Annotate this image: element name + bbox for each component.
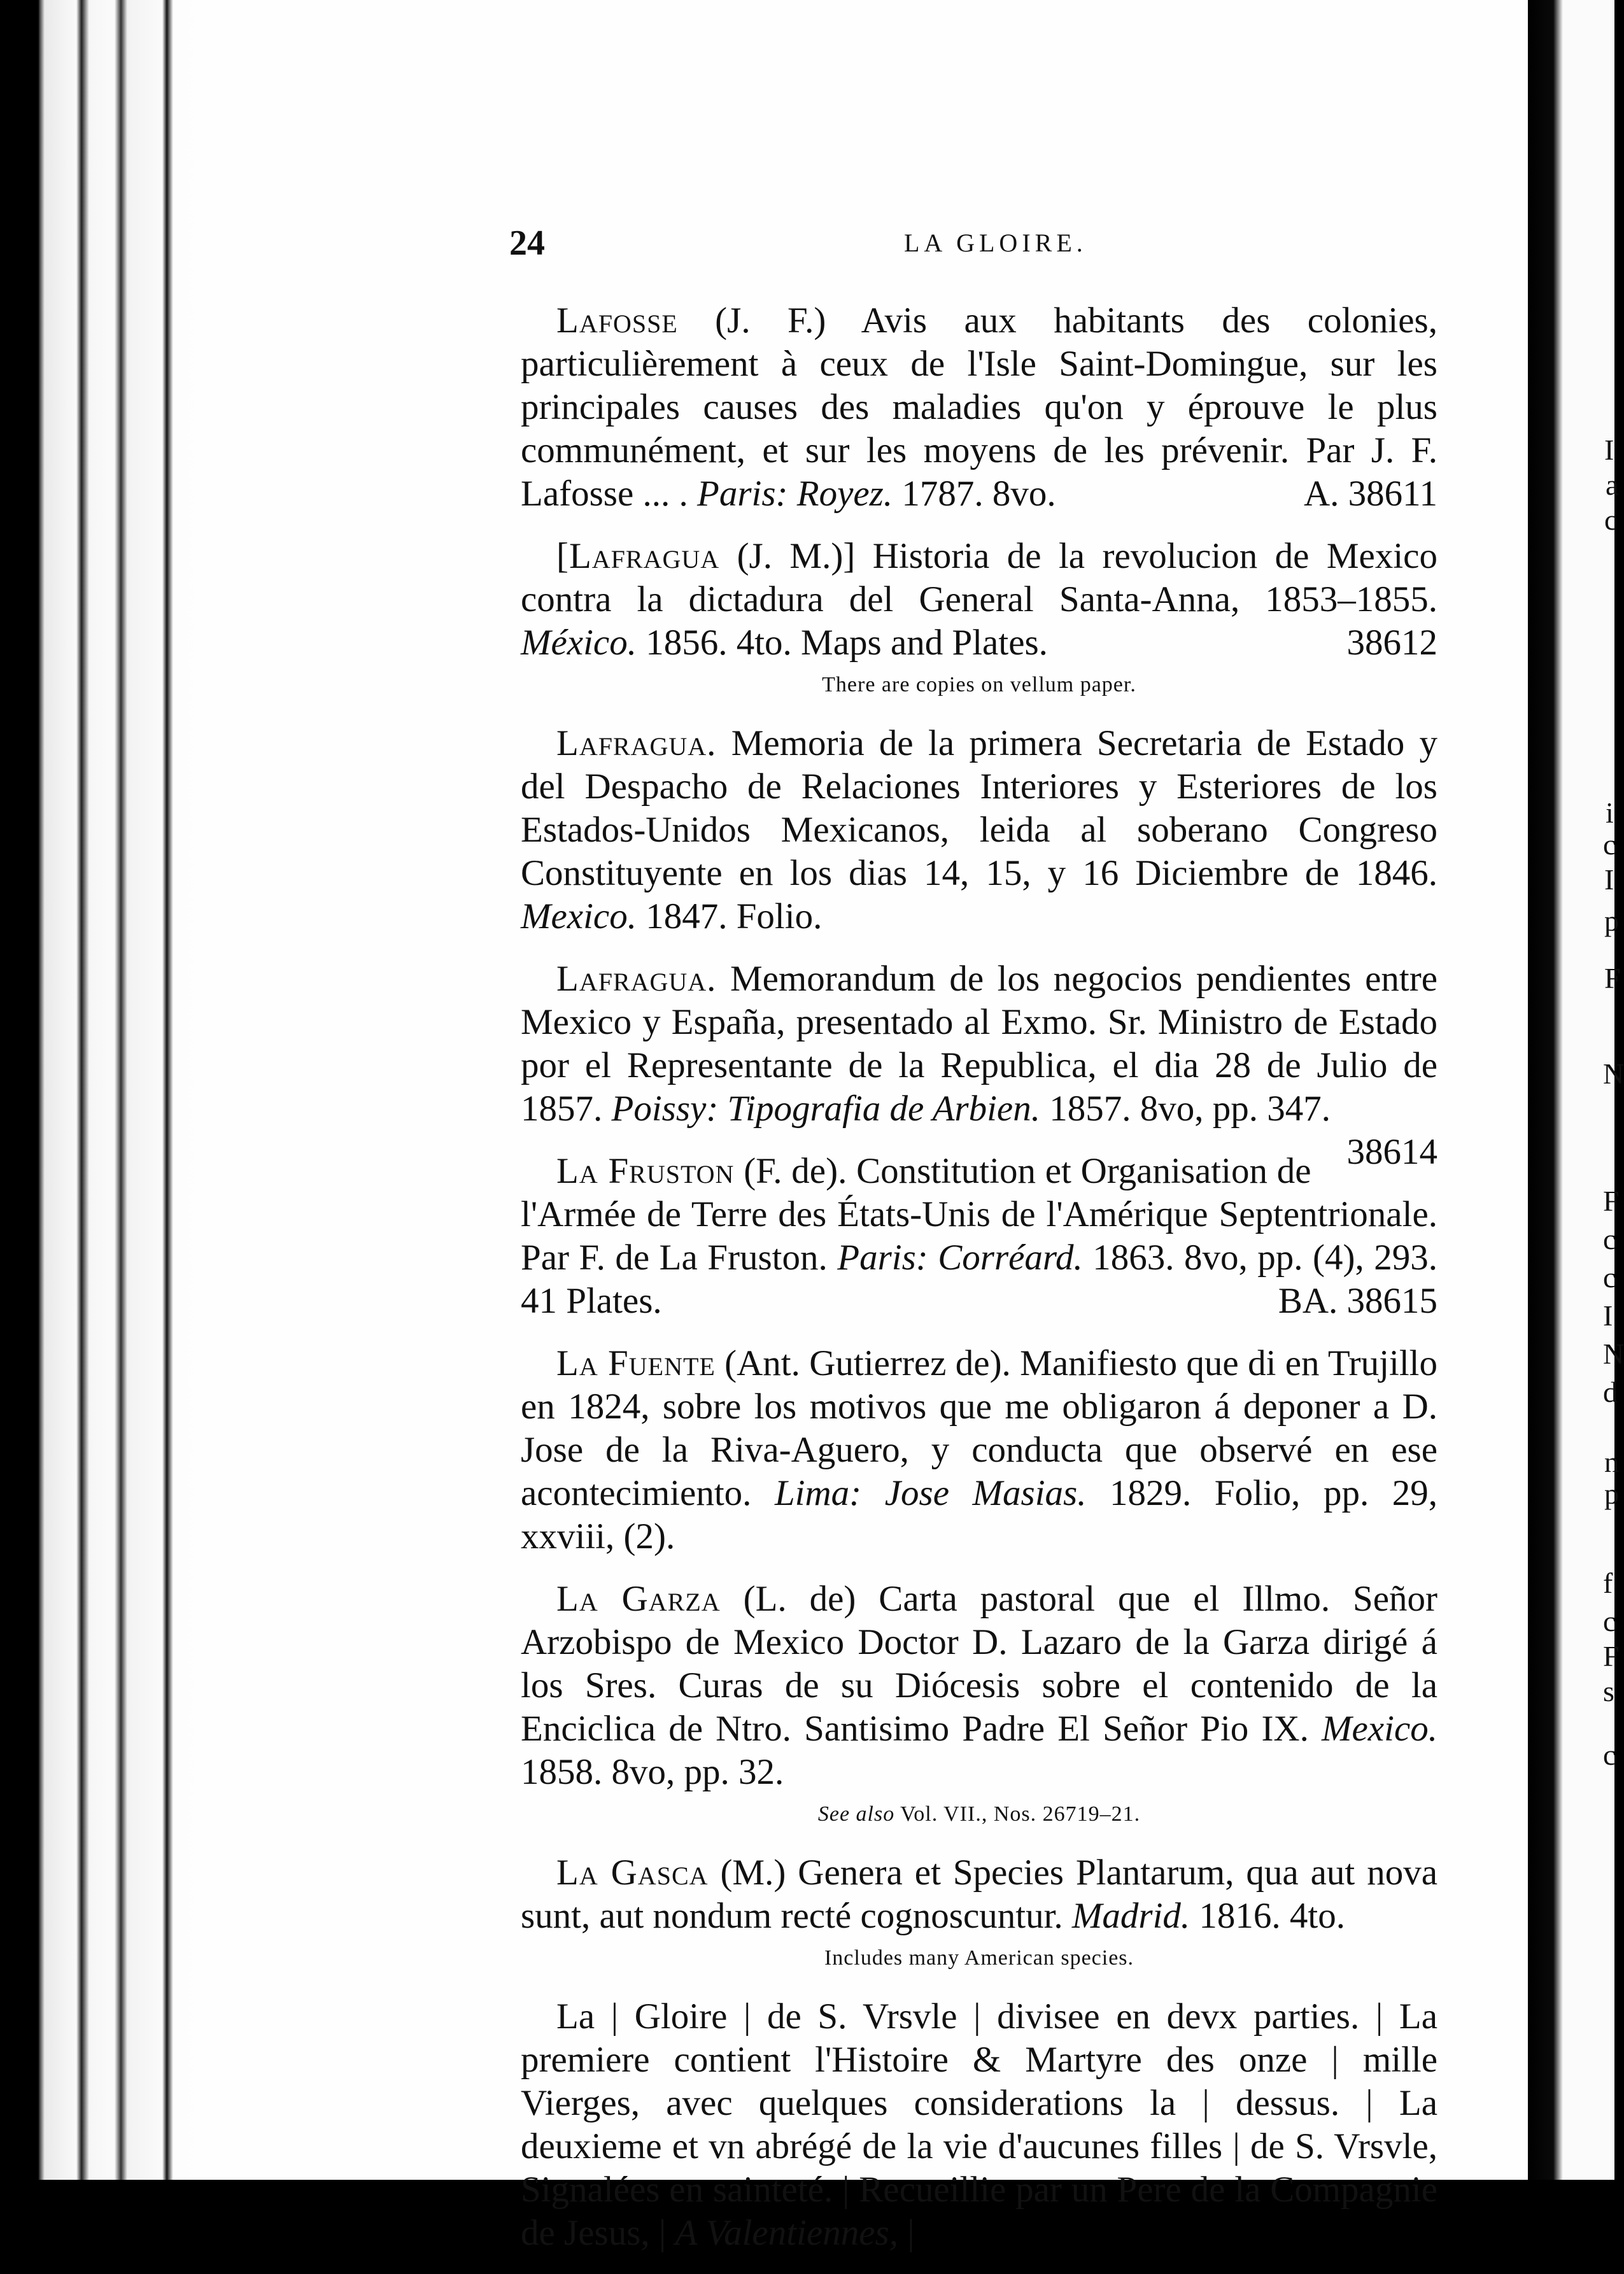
page-header xyxy=(509,223,1439,274)
bibliography-entry xyxy=(521,722,1437,938)
scrap-letter: p xyxy=(1604,1478,1619,1510)
entry-imprint: Mexico. xyxy=(1322,1709,1437,1749)
entry-title: (L. de) Carta pastoral que el Illmo. Señor Arzobispo de Mexico Doctor D. Lazaro de la Garza dirigé á los Sres. Curas de su Diócesis sobre el contenido de la Enciclica de Ntro. Santisimo Padre El Señor Pio IX. xyxy=(521,1579,1437,1749)
scrap-letter: a xyxy=(1606,469,1619,501)
entry-imprint: Lima: Jose Masias. xyxy=(774,1473,1087,1513)
entry-author: [Lafragua xyxy=(556,536,720,576)
scrap-letter: d xyxy=(1603,1376,1618,1408)
scrap-letter: p xyxy=(1604,905,1619,937)
scrap-letter: s xyxy=(1603,1675,1614,1707)
scrap-letter: I xyxy=(1604,434,1614,466)
scrap-letter: c xyxy=(1604,504,1618,536)
entry-imprint: Paris: Royez. xyxy=(697,474,893,514)
entry-author: La Fruston xyxy=(556,1151,735,1191)
entry-number: 38614 xyxy=(1346,1132,1437,1172)
entry-title: (Ant. Gutierrez de). Manifiesto que di en Trujillo en 1824, sobre los motivos que me obligaron á deponer a D. Jose de la Riva-Aguero, y conducta que observé en ese acontecimiento. xyxy=(521,1343,1437,1513)
bibliography-entry xyxy=(521,1995,1437,2255)
scrap-letter: F xyxy=(1603,1640,1620,1672)
entry-imprint: México. xyxy=(521,623,637,663)
scrap-letter: F xyxy=(1604,962,1621,994)
binding-shadow-left xyxy=(0,0,229,2180)
scrap-letter: F xyxy=(1603,1185,1620,1217)
entry-author: La Gasca xyxy=(556,1853,709,1893)
note-see-also: See also xyxy=(817,1802,895,1826)
entry-title: Memoria de la primera Secretaria de Estado y del Despacho de Relaciones Interiores y Esteriores de los Estados-Unidos Mexicanos, leida al soberano Congreso Constituyente en los dias 14, 15, y 16 Diciembre de 1846. xyxy=(521,723,1437,893)
bibliography-column xyxy=(521,299,1437,2274)
entry-author: Lafragua. xyxy=(556,723,717,763)
entry-author: La Garza xyxy=(556,1579,721,1619)
scrap-letter: i xyxy=(1606,796,1614,829)
entry-title: (F. de). Constitution et Organisation de l'Armée de Terre des États-Unis de l'Amérique Septentrionale. Par F. de La Fruston. xyxy=(521,1151,1437,1278)
bibliography-entry xyxy=(521,535,1437,665)
entry-note: Includes many American species. xyxy=(824,1946,1134,1970)
page-number: 24 xyxy=(509,223,545,263)
binding-gutter-right xyxy=(1528,0,1614,2180)
scrap-letter: c xyxy=(1603,1739,1616,1771)
entry-title: (J. M.)] Historia de la revolucion de Mexico contra la dictadura del General Santa-Anna, 1853–1855. xyxy=(521,536,1437,619)
running-head: LA GLOIRE. xyxy=(904,229,1087,257)
note-reference: Vol. VII., Nos. 26719–21. xyxy=(894,1802,1141,1826)
scrap-letter: N xyxy=(1603,1338,1624,1370)
entry-note xyxy=(521,1802,1437,1827)
entry-collation: 1816. 4to. xyxy=(1190,1896,1346,1936)
bibliography-entry xyxy=(521,1342,1437,1558)
scrap-letter: f xyxy=(1603,1567,1613,1599)
entry-note: There are copies on vellum paper. xyxy=(822,673,1136,696)
bibliography-entry xyxy=(521,1150,1437,1323)
entry-title: Memorandum de los negocios pendientes entre Mexico y España, presentado al Exmo. Sr. Ministro de Estado por el Representante de la Republica, el dia 28 de Julio de 1857. xyxy=(521,959,1437,1129)
scrap-letter: n xyxy=(1604,1446,1619,1478)
scrap-letter: I xyxy=(1603,1299,1613,1332)
scrap-letter: c xyxy=(1603,828,1616,861)
entry-collation: 1857. 8vo, pp. 347. xyxy=(1040,1089,1331,1129)
entry-imprint: Mexico. xyxy=(521,896,637,936)
entry-title: La | Gloire | de S. Vrsvle | divisee en devx parties. | La premiere contient l'Histoire & Martyre des onze | mille Vierges, avec quelques considerations la | dessus. | La deuxieme et vn abrégé de la vie d'aucunes filles | de S. Vrsvle, Signalées en sainteté. | Recueillie par un Pere de la Compagnie de Jesus, | xyxy=(521,1996,1437,2253)
entry-number: BA. 38615 xyxy=(1278,1281,1437,1321)
entry-collation: 1856. 4to. Maps and Plates. xyxy=(636,623,1048,663)
entry-number: 38612 xyxy=(1346,623,1437,663)
scrap-letter: N xyxy=(1603,1057,1624,1090)
entry-collation: 1847. Folio. xyxy=(636,896,823,936)
entry-imprint: A Valentiennes, xyxy=(675,2213,898,2253)
scrap-letter: c xyxy=(1603,1223,1616,1255)
entry-collation: 1858. 8vo, pp. 32. xyxy=(521,1752,784,1792)
entry-title: (J. F.) Avis aux habitants des colonies, particulièrement à ceux de l'Isle Saint-Domingue, sur les principales causes des maladies qu'on y éprouve le plus communément, et sur les moyens de les prévenir. Par J. F. Lafosse ... . xyxy=(521,300,1437,514)
entry-author: Lafosse xyxy=(556,300,678,341)
bibliography-entry xyxy=(521,1851,1437,1938)
bibliography-entry xyxy=(521,299,1437,516)
entry-author: Lafragua. xyxy=(556,959,717,999)
entry-imprint: Paris: Corréard. xyxy=(837,1238,1083,1278)
entry-collation: 1829. Folio, pp. 29, xxviii, (2). xyxy=(521,1473,1438,1557)
entry-collation: 1863. 8vo, pp. (4), 293. 41 Plates. xyxy=(521,1238,1437,1321)
bibliography-entry xyxy=(521,1578,1437,1794)
entry-imprint: Madrid. xyxy=(1071,1896,1190,1936)
scrap-letter: c xyxy=(1603,1261,1616,1294)
scrap-letter: I xyxy=(1604,863,1614,896)
entry-collation: 1787. 8vo. xyxy=(893,474,1056,514)
entry-number: A. 38611 xyxy=(1303,474,1437,514)
entry-author: La Fuente xyxy=(556,1343,716,1383)
entry-collation: | xyxy=(898,2213,915,2253)
entry-imprint: Poissy: Tipografia de Arbien. xyxy=(611,1089,1040,1129)
entry-title: (M.) Genera et Species Plantarum, qua aut nova sunt, aut nondum recté cognoscuntur. xyxy=(521,1853,1437,1936)
scrap-letter: c xyxy=(1603,1605,1616,1637)
